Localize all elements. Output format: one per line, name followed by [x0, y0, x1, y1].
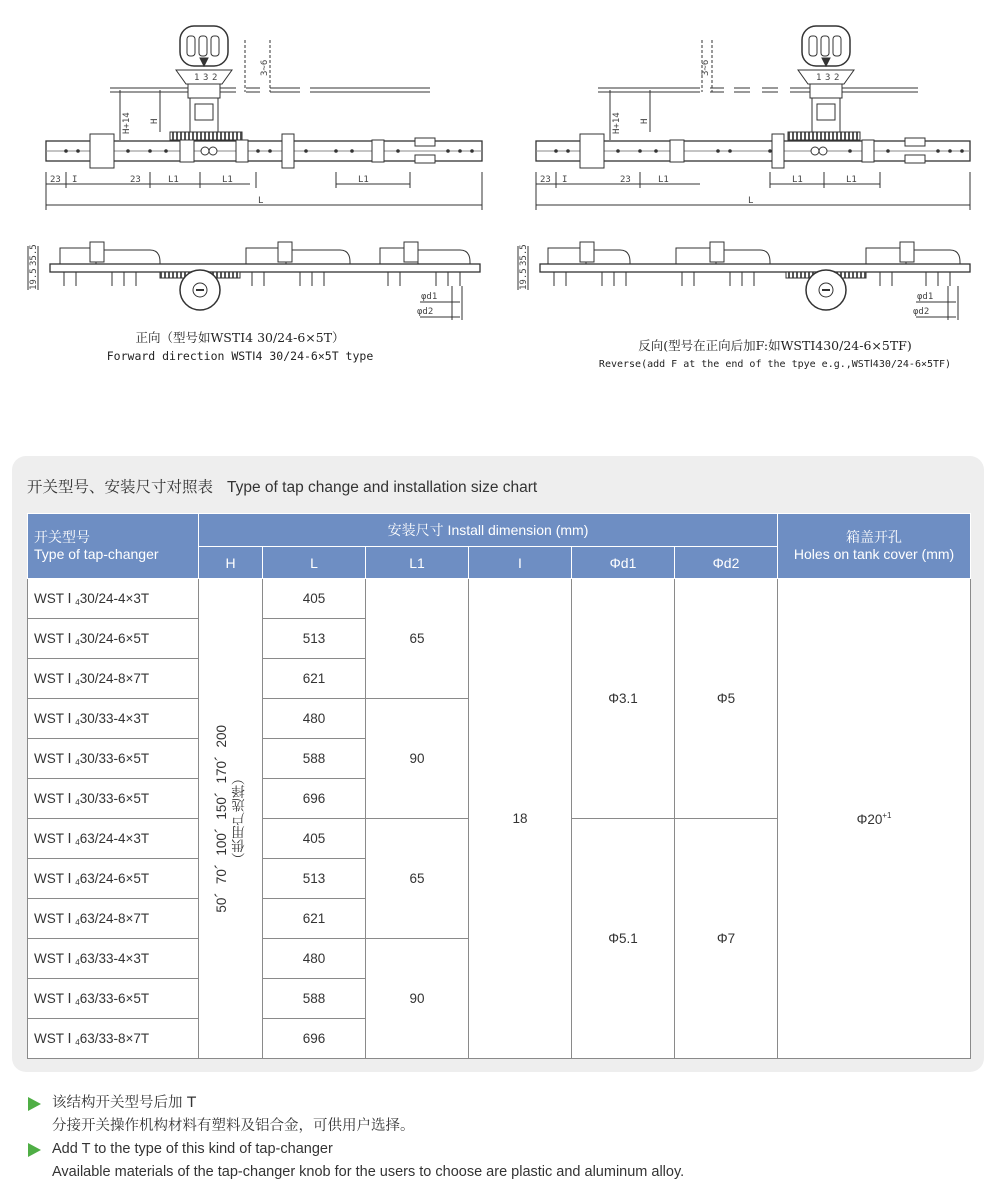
i-header: I: [469, 547, 572, 579]
i-cell: 18: [469, 579, 572, 1059]
l1-cell: 65: [366, 819, 469, 939]
model-cell: WST Ⅰ $_4$63/33-4×3T: [28, 939, 199, 979]
dim-l1c-left: L1: [358, 175, 369, 185]
d1-header: Φd1: [572, 547, 675, 579]
l-cell: 513: [263, 619, 366, 659]
l-cell: 621: [263, 899, 366, 939]
size-chart-table: [27, 513, 971, 1059]
green-bullet-icon: [28, 1143, 41, 1157]
l1-cell: 90: [366, 699, 469, 819]
l-cell: 621: [263, 659, 366, 699]
l-cell: 405: [263, 819, 366, 859]
type-header-en: Type of tap-changer: [34, 546, 159, 562]
right-front-view: [536, 26, 970, 210]
d2-cell: Φ5: [675, 579, 778, 819]
l-cell: 588: [263, 739, 366, 779]
holes-cell: $\Phi 20^{+1}$: [778, 579, 971, 1059]
model-cell: WST Ⅰ $_4$63/24-4×3T: [28, 819, 199, 859]
table-row: [28, 579, 971, 619]
reverse-caption-en: Reverse(add F at the end of the tpye e.g.,WSTⅠ430/24-6×5TF): [598, 359, 952, 370]
forward-caption: [40, 328, 440, 366]
l-cell: 588: [263, 979, 366, 1019]
d1-cell: Φ5.1: [572, 819, 675, 1059]
dim-195-left: 19.5: [29, 268, 39, 290]
dim-range-right: 3~6: [701, 59, 711, 76]
forward-caption-zh: 正向（型号如WSTⅠ4 30/24-6×5T）: [135, 330, 345, 345]
dim-i-left: I: [72, 175, 78, 185]
holes-header-en: Holes on tank cover (mm): [793, 546, 955, 562]
reverse-caption-zh: 反向(型号在正向后加F:如WSTⅠ430/24-6×5TF): [638, 338, 912, 353]
d2-header: Φd2: [675, 547, 778, 579]
knob-number-3: 3: [203, 73, 209, 83]
type-header-zh: 开关型号: [34, 529, 90, 545]
dim-d2-right: φd2: [913, 307, 930, 317]
dim-h-left: H: [150, 118, 160, 124]
dim-195-right: 19.5: [519, 268, 529, 290]
dim-l1a-right: L1: [658, 175, 669, 185]
forward-caption-en: Forward direction WSTⅠ4 30/24-6×5T type: [106, 349, 374, 363]
l-cell: 405: [263, 579, 366, 619]
model-cell: WST Ⅰ $_4$30/33-6×5T: [28, 779, 199, 819]
model-cell: WST Ⅰ $_4$30/24-8×7T: [28, 659, 199, 699]
dim-l-right: L: [748, 196, 754, 206]
dim-h14-left: H+14: [122, 112, 132, 134]
d1-cell: Φ3.1: [572, 579, 675, 819]
l1-cell: 90: [366, 939, 469, 1059]
size-chart-panel: [12, 456, 984, 1072]
h-values-cell: [199, 579, 263, 1059]
knob-number-1: 1: [194, 73, 200, 83]
dim-i-right: I: [562, 175, 568, 185]
reverse-caption: [570, 336, 980, 374]
dim-l1b-left: L1: [222, 175, 233, 185]
dim-d1-left: φd1: [421, 292, 438, 302]
dim-h14-right: H+14: [612, 112, 622, 134]
holes-header: [778, 514, 971, 579]
dim-355-right: 35.5: [519, 244, 529, 266]
dim-23-right: 23: [540, 175, 551, 185]
note-zh-2: 分接开关操作机构材料有塑料及铝合金，可供用户选择。: [52, 1118, 415, 1134]
h-header: H: [199, 547, 263, 579]
l-cell: 513: [263, 859, 366, 899]
model-cell: WST Ⅰ $_4$30/33-6×5T: [28, 739, 199, 779]
knob-number-2-right: 2: [834, 73, 840, 83]
type-header: [28, 514, 199, 579]
dim-l-left: L: [258, 196, 264, 206]
knob-number-3-right: 3: [825, 73, 831, 83]
right-side-view: [518, 242, 970, 320]
l-cell: 696: [263, 779, 366, 819]
model-cell: WST Ⅰ $_4$30/24-4×3T: [28, 579, 199, 619]
l-cell: 480: [263, 939, 366, 979]
holes-header-zh: 箱盖开孔: [846, 529, 903, 545]
model-cell: WST Ⅰ $_4$30/24-6×5T: [28, 619, 199, 659]
knob-number-1-right: 1: [816, 73, 822, 83]
dim-d2-left: φd2: [417, 307, 434, 317]
knob-number-2: 2: [212, 73, 218, 83]
l1-cell: 65: [366, 579, 469, 699]
chart-title: [27, 475, 537, 497]
chart-title-en: Type of tap change and installation size chart: [227, 479, 538, 496]
dim-23b-right: 23: [620, 175, 631, 185]
green-bullet-icon: [28, 1097, 41, 1111]
model-cell: WST Ⅰ $_4$30/33-4×3T: [28, 699, 199, 739]
model-cell: WST Ⅰ $_4$63/24-6×5T: [28, 859, 199, 899]
note-zh-1: 该结构开关型号后加 T: [28, 1092, 988, 1115]
model-cell: WST Ⅰ $_4$63/24-8×7T: [28, 899, 199, 939]
d2-cell: Φ7: [675, 819, 778, 1059]
model-cell: WST Ⅰ $_4$63/33-6×5T: [28, 979, 199, 1019]
dim-l1a-left: L1: [168, 175, 179, 185]
l-cell: 696: [263, 1019, 366, 1059]
dim-l1b-right: L1: [792, 175, 803, 185]
technical-drawings: [0, 0, 1000, 400]
left-side-view: [28, 242, 480, 320]
dim-range-left: 3~6: [260, 59, 270, 76]
dim-355-left: 35.5: [29, 244, 39, 266]
note-en-1: Add T to the type of this kind of tap-changer: [28, 1138, 988, 1161]
note-en-2: Available materials of the tap-changer knob for the users to choose are plastic and aluminum alloy.: [52, 1164, 685, 1180]
l1-header: L1: [366, 547, 469, 579]
l-header: L: [263, 547, 366, 579]
notes: [28, 1092, 988, 1184]
model-cell: WST Ⅰ $_4$63/33-8×7T: [28, 1019, 199, 1059]
h-values-text: 50、70、100、150、170、200 （供用户选择）: [213, 724, 247, 913]
dim-23-left: 23: [50, 175, 61, 185]
dim-23b-left: 23: [130, 175, 141, 185]
dim-d1-right: φd1: [917, 292, 934, 302]
install-header: 安装尺寸 Install dimension (mm): [199, 514, 778, 547]
dim-l1c-right: L1: [846, 175, 857, 185]
chart-title-zh: 开关型号、安装尺寸对照表: [27, 479, 214, 496]
l-cell: 480: [263, 699, 366, 739]
left-front-view: [46, 26, 482, 210]
dim-h-right: H: [640, 118, 650, 124]
